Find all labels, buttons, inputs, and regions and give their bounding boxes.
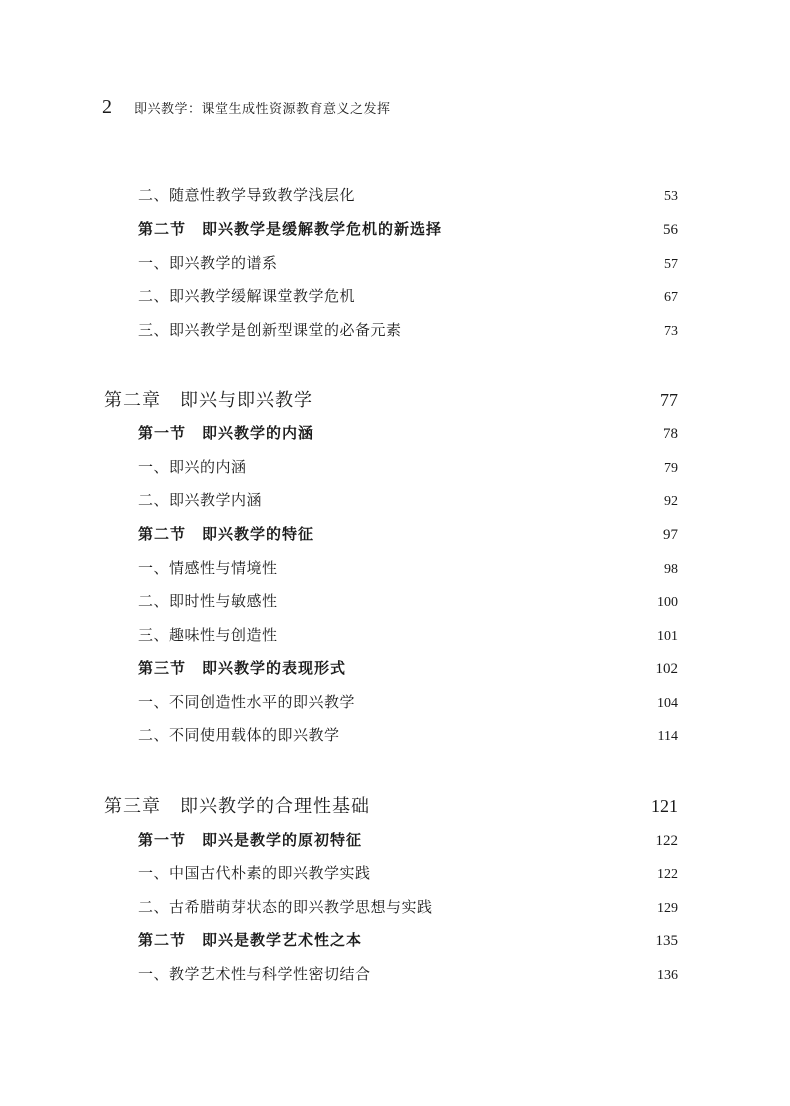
toc-page-number: 129 [657, 901, 678, 916]
toc-chapter[interactable] [104, 792, 678, 818]
page-number: 2 [102, 96, 112, 118]
toc-page-number: 57 [664, 257, 678, 272]
toc-item[interactable] [138, 184, 678, 205]
toc-section[interactable] [138, 218, 678, 239]
toc-page-number: 122 [655, 833, 678, 849]
toc-section[interactable] [138, 422, 678, 443]
toc-item[interactable] [138, 862, 678, 883]
toc-entry-label: 第三章 即兴教学的合理性基础 [104, 796, 370, 817]
toc-section[interactable] [138, 657, 678, 678]
toc-entry-label: 一、中国古代朴素的即兴教学实践 [138, 864, 371, 882]
toc-page-number: 135 [655, 933, 678, 949]
toc-chapter[interactable] [104, 386, 678, 412]
toc-entry-label: 第三节 即兴教学的表现形式 [138, 659, 347, 677]
toc-entry-label: 二、即时性与敏感性 [138, 592, 278, 610]
toc-page-number: 121 [651, 796, 678, 816]
toc-entry-label: 第一节 即兴是教学的原初特征 [138, 831, 363, 849]
toc-item[interactable] [138, 590, 678, 611]
toc-item[interactable] [138, 624, 678, 645]
toc-section[interactable] [138, 829, 678, 850]
toc-page-number: 98 [664, 562, 678, 577]
toc-page-number: 78 [663, 426, 678, 442]
toc-page-number: 92 [664, 494, 678, 509]
toc-entry-label: 二、古希腊萌芽状态的即兴教学思想与实践 [138, 898, 433, 916]
toc-page-number: 97 [663, 527, 678, 543]
toc-item[interactable] [138, 724, 678, 745]
toc-page-number: 114 [657, 729, 678, 744]
toc-page-number: 67 [664, 290, 678, 305]
toc-page-number: 101 [657, 629, 678, 644]
toc-entry-label: 一、即兴教学的谱系 [138, 254, 278, 272]
book-title: 即兴教学：课堂生成性资源教育意义之发挥 [134, 102, 391, 117]
toc-item[interactable] [138, 691, 678, 712]
toc-section[interactable] [138, 929, 678, 950]
toc-entry-label: 一、不同创造性水平的即兴教学 [138, 693, 356, 711]
toc-entry-label: 第二章 即兴与即兴教学 [104, 390, 313, 411]
toc-entry-label: 一、情感性与情境性 [138, 559, 278, 577]
toc-entry-label: 三、趣味性与创造性 [138, 626, 278, 644]
toc-entry-label: 二、即兴教学缓解课堂教学危机 [138, 287, 356, 305]
toc-item[interactable] [138, 896, 678, 917]
toc-page-number: 102 [655, 661, 678, 677]
toc-entry-label: 三、即兴教学是创新型课堂的必备元素 [138, 321, 402, 339]
toc-item[interactable] [138, 319, 678, 340]
toc-item[interactable] [138, 285, 678, 306]
toc-item[interactable] [138, 456, 678, 477]
toc-page-number: 122 [657, 867, 678, 882]
toc-item[interactable] [138, 489, 678, 510]
toc-entry-label: 二、随意性教学导致教学浅层化 [138, 186, 356, 204]
toc-item[interactable] [138, 963, 678, 984]
toc-page-number: 79 [664, 461, 678, 476]
toc-page-number: 104 [657, 696, 678, 711]
toc-entry-label: 一、教学艺术性与科学性密切结合 [138, 965, 371, 983]
toc-page-number: 53 [664, 189, 678, 204]
toc-section[interactable] [138, 523, 678, 544]
toc-entry-label: 第二节 即兴教学是缓解教学危机的新选择 [138, 220, 443, 238]
toc-page-number: 56 [663, 222, 678, 238]
toc-page-number: 136 [657, 968, 678, 983]
toc-page-number: 100 [657, 595, 678, 610]
toc-entry-label: 二、不同使用载体的即兴教学 [138, 726, 340, 744]
toc-item[interactable] [138, 252, 678, 273]
toc-entry-label: 二、即兴教学内涵 [138, 491, 263, 509]
toc-page-number: 73 [664, 324, 678, 339]
toc-page-number: 77 [660, 390, 678, 410]
toc-entry-label: 第一节 即兴教学的内涵 [138, 424, 315, 442]
toc-entry-label: 第二节 即兴教学的特征 [138, 525, 315, 543]
toc-entry-label: 第二节 即兴是教学艺术性之本 [138, 931, 363, 949]
toc-entry-label: 一、即兴的内涵 [138, 458, 247, 476]
toc-item[interactable] [138, 557, 678, 578]
